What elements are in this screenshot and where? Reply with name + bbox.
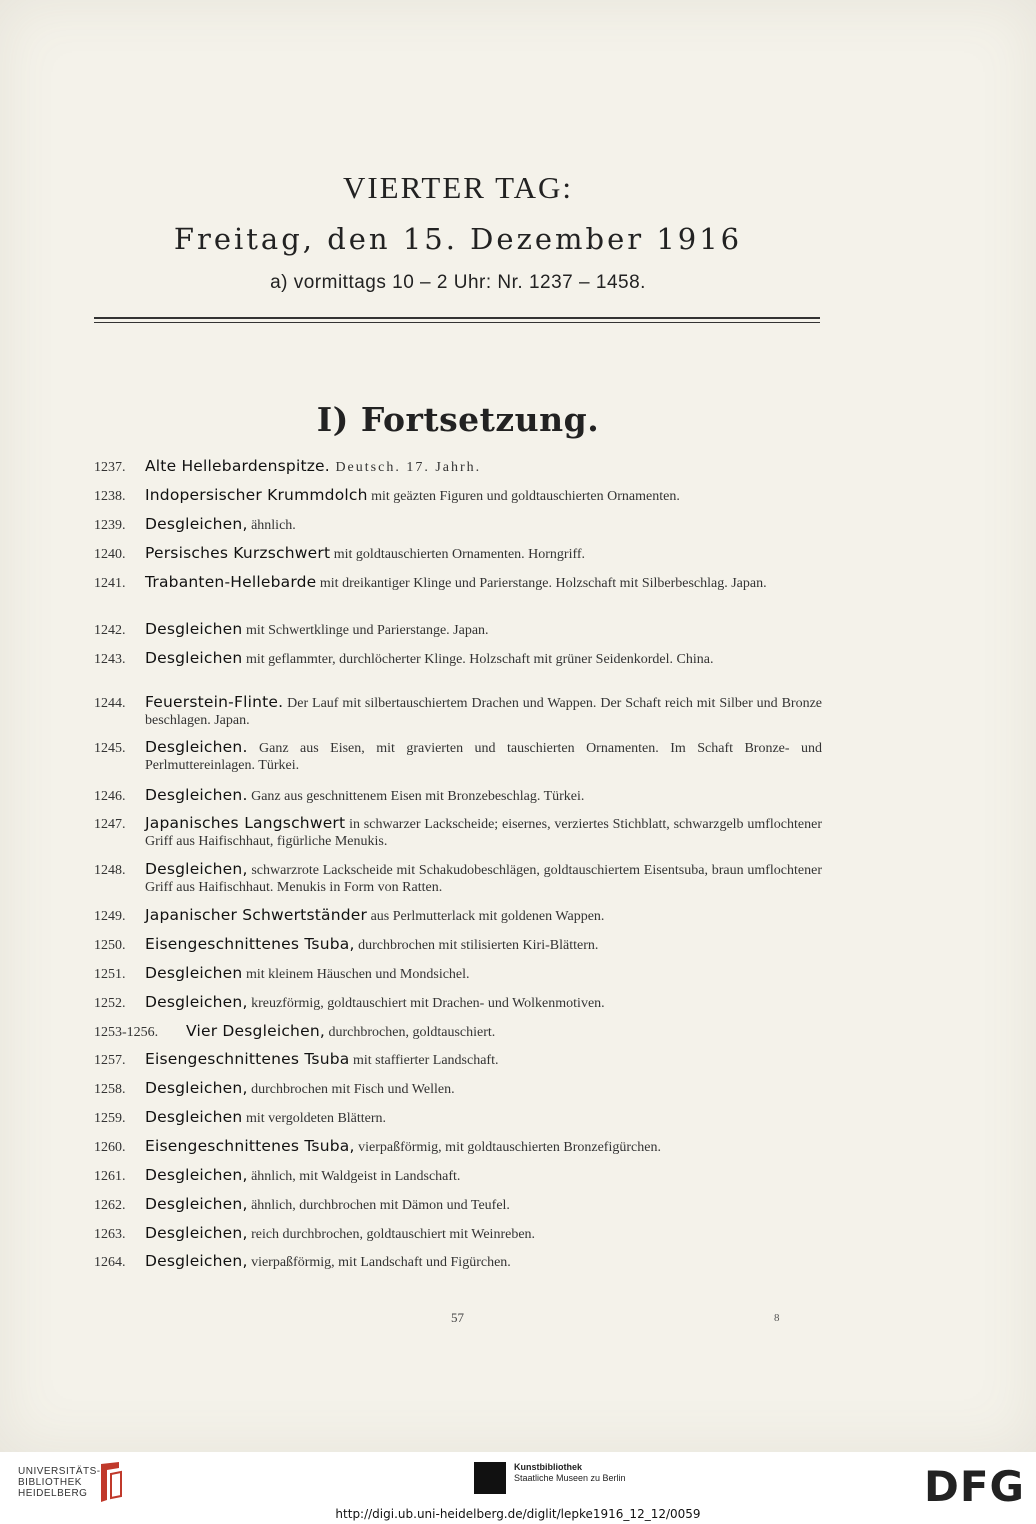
entry-number: 1251.	[94, 967, 126, 982]
catalog-entry	[94, 516, 822, 534]
catalog-entry	[94, 1023, 822, 1041]
entry-description: schwarzrote Lackscheide mit Schakudobeschlägen, goldtauschiertem Eisentsuba, braun umflochtener Griff aus Haifischhaut. Menukis in Form von Ratten.	[145, 863, 822, 895]
catalog-entry	[94, 965, 822, 983]
entry-title: Desgleichen.	[145, 786, 248, 804]
double-rule-top	[94, 317, 820, 319]
entry-number: 1240.	[94, 547, 126, 562]
session-subheading: a) vormittags 10 – 2 Uhr: Nr. 1237 – 1458.	[270, 272, 646, 293]
entry-description: mit dreikantiger Klinge und Parierstange. Holzschaft mit Silberbeschlag. Japan.	[316, 576, 767, 591]
entry-title: Trabanten-Hellebarde	[145, 573, 317, 591]
catalog-entry	[94, 1225, 822, 1243]
digitization-footer	[0, 1452, 1036, 1524]
entry-title: Persisches Kurzschwert	[145, 544, 331, 562]
entry-title: Desgleichen,	[145, 1252, 248, 1270]
entry-number: 1248.	[94, 863, 126, 878]
entry-description: durchbrochen mit Fisch und Wellen.	[247, 1082, 455, 1097]
entry-number: 1263.	[94, 1227, 126, 1242]
entry-number: 1261.	[94, 1169, 126, 1184]
entry-description: vierpaßförmig, mit goldtauschierten Bronzefigürchen.	[354, 1140, 661, 1155]
entry-number: 1249.	[94, 909, 126, 924]
entry-description: aus Perlmutterlack mit goldenen Wappen.	[367, 909, 605, 924]
entry-title: Alte Hellebardenspitze.	[145, 457, 330, 475]
entry-title: Desgleichen,	[145, 1079, 248, 1097]
catalog-entry	[94, 458, 822, 476]
entry-description: mit kleinem Häuschen und Mondsichel.	[242, 967, 470, 982]
catalog-entry	[94, 545, 822, 563]
entry-description: durchbrochen, goldtauschiert.	[324, 1025, 496, 1040]
catalog-entry	[94, 739, 822, 774]
entry-number: 1243.	[94, 652, 126, 667]
university-logo-icon	[95, 1460, 125, 1504]
entry-title: Desgleichen,	[145, 860, 248, 878]
entry-description: kreuzförmig, goldtauschiert mit Drachen- und Wolkenmotiven.	[247, 996, 605, 1011]
entry-title: Eisengeschnittenes Tsuba,	[145, 1137, 355, 1155]
entry-description: mit staffierter Landschaft.	[349, 1053, 499, 1068]
entry-title: Desgleichen	[145, 964, 243, 982]
entry-title: Feuerstein-Flinte.	[145, 693, 284, 711]
catalog-entry	[94, 861, 822, 896]
catalog-entry	[94, 1253, 822, 1271]
entry-description: ähnlich.	[247, 518, 296, 533]
catalog-entry	[94, 936, 822, 954]
entry-number: 1242.	[94, 623, 126, 638]
entry-description: Ganz aus geschnittenem Eisen mit Bronzebeschlag. Türkei.	[247, 789, 585, 804]
entry-title: Desgleichen	[145, 1108, 243, 1126]
entry-number: 1262.	[94, 1198, 126, 1213]
entry-description: mit vergoldeten Blättern.	[242, 1111, 387, 1126]
entry-title: Indopersischer Krummdolch	[145, 486, 368, 504]
university-library-logo[interactable]: UNIVERSITÄTS- BIBLIOTHEK HEIDELBERG	[18, 1466, 101, 1499]
catalog-entry	[94, 1051, 822, 1069]
entry-title: Japanisches Langschwert	[145, 814, 346, 832]
catalog-entry	[94, 815, 822, 850]
day-heading: VIERTER TAG:	[342, 170, 574, 205]
catalog-entry	[94, 1196, 822, 1214]
catalog-entry	[94, 1167, 822, 1185]
entry-number: 1244.	[94, 696, 126, 711]
catalog-entry	[94, 1080, 822, 1098]
entry-title: Desgleichen.	[145, 738, 248, 756]
entry-number: 1246.	[94, 789, 126, 804]
catalog-entry	[94, 907, 822, 925]
entry-description: vierpaßförmig, mit Landschaft und Figürchen.	[247, 1255, 511, 1270]
entry-number: 1252.	[94, 996, 126, 1011]
kunstbibliothek-credit[interactable]: Kunstbibliothek Staatliche Museen zu Berlin	[514, 1462, 626, 1483]
catalog-entry	[94, 994, 822, 1012]
entry-title: Japanischer Schwertständer	[145, 906, 368, 924]
catalog-entry	[94, 787, 822, 805]
entry-number: 1238.	[94, 489, 126, 504]
entry-description: mit geäzten Figuren und goldtauschierten Ornamenten.	[367, 489, 680, 504]
entry-description: ähnlich, durchbrochen mit Dämon und Teufel.	[247, 1198, 510, 1213]
entry-title: Desgleichen,	[145, 515, 248, 533]
entry-description: in schwarzer Lackscheide; eisernes, verziertes Stichblatt, schwarzgelb umflochtener Griff aus Haifischhaut, figürliche Menukis.	[145, 817, 822, 849]
date-heading: Freitag, den 15. Dezember 1916	[173, 222, 743, 256]
entry-number: 1247.	[94, 817, 126, 832]
entry-number: 1241.	[94, 576, 126, 591]
section-title: I) Fortsetzung.	[316, 400, 600, 439]
catalog-entry	[94, 574, 822, 592]
entry-description: Ganz aus Eisen, mit gravierten und tauschierten Ornamenten. Im Schaft Bronze- und Perlmuttereinlagen. Türkei.	[145, 741, 822, 773]
catalog-entry	[94, 694, 822, 729]
entry-description: Deutsch. 17. Jahrh.	[329, 460, 482, 475]
permalink-url[interactable]: http://digi.ub.uni-heidelberg.de/diglit/lepke1916_12_12/0059	[335, 1507, 701, 1521]
dfg-logo[interactable]: DFG	[924, 1462, 1026, 1511]
entry-number: 1239.	[94, 518, 126, 533]
catalog-entry	[94, 487, 822, 505]
catalog-entry	[94, 1109, 822, 1127]
entry-title: Desgleichen	[145, 649, 243, 667]
kunstbibliothek-logo-icon	[474, 1462, 506, 1494]
entry-description: durchbrochen mit stilisierten Kiri-Blättern.	[354, 938, 599, 953]
entry-title: Desgleichen,	[145, 1224, 248, 1242]
entry-description: mit Schwertklinge und Parierstange. Japan.	[242, 623, 489, 638]
entry-number: 1258.	[94, 1082, 126, 1097]
catalog-entry	[94, 650, 822, 668]
entry-title: Vier Desgleichen,	[186, 1022, 325, 1040]
entry-title: Eisengeschnittenes Tsuba,	[145, 935, 355, 953]
entry-description: Der Lauf mit silbertauschiertem Drachen und Wappen. Der Schaft reich mit Silber und Bronze beschlagen. Japan.	[145, 696, 822, 728]
entry-number: 1250.	[94, 938, 126, 953]
catalog-entry	[94, 1138, 822, 1156]
entry-number: 1253-1256.	[94, 1025, 159, 1040]
entry-title: Eisengeschnittenes Tsuba	[145, 1050, 350, 1068]
entry-description: mit goldtauschierten Ornamenten. Horngriff.	[330, 547, 586, 562]
entry-number: 1259.	[94, 1111, 126, 1126]
entry-number: 1264.	[94, 1255, 126, 1270]
double-rule-bottom	[94, 322, 820, 323]
entry-number: 1257.	[94, 1053, 126, 1068]
page-number: 57	[451, 1310, 464, 1325]
entry-number: 1260.	[94, 1140, 126, 1155]
entry-title: Desgleichen	[145, 620, 243, 638]
catalog-entry	[94, 621, 822, 639]
signature-mark: 8	[774, 1312, 780, 1324]
entry-number: 1245.	[94, 741, 126, 756]
entry-title: Desgleichen,	[145, 993, 248, 1011]
entry-number: 1237.	[94, 460, 126, 475]
entry-title: Desgleichen,	[145, 1166, 248, 1184]
entry-description: mit geflammter, durchlöcherter Klinge. Holzschaft mit grüner Seidenkordel. China.	[242, 652, 714, 667]
entry-description: ähnlich, mit Waldgeist in Landschaft.	[247, 1169, 461, 1184]
entry-title: Desgleichen,	[145, 1195, 248, 1213]
entry-description: reich durchbrochen, goldtauschiert mit Weinreben.	[247, 1227, 536, 1242]
